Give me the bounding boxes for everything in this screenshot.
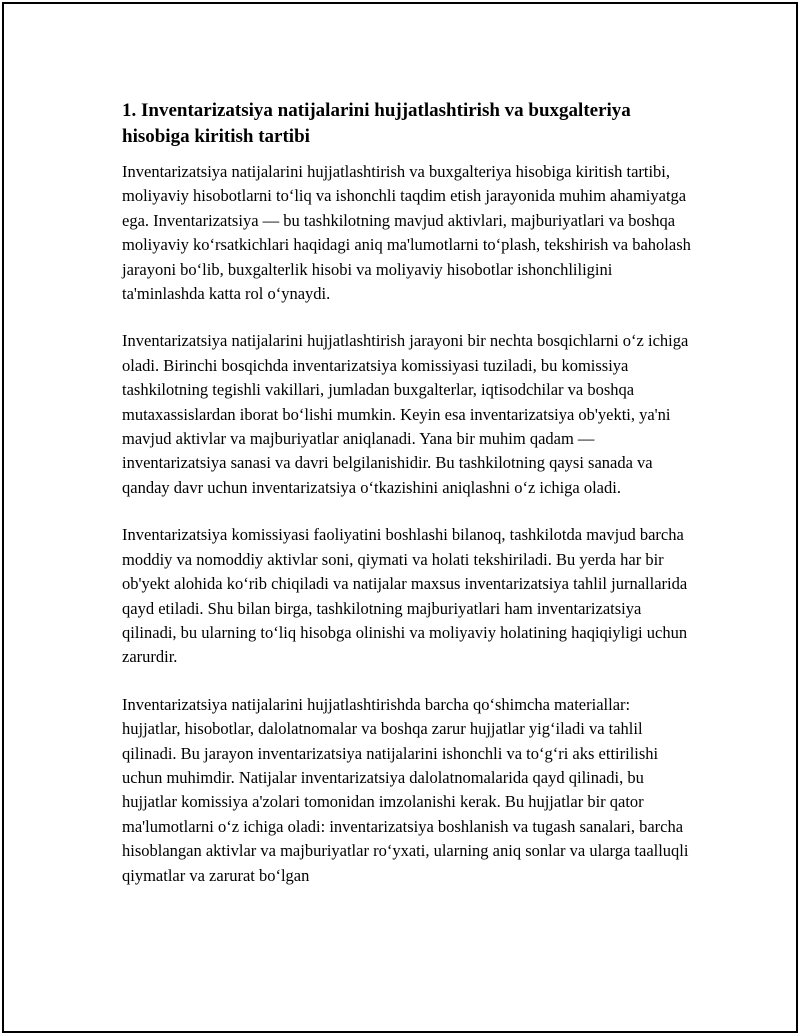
paragraph-3: Inventarizatsiya komissiyasi faoliyatini boshlashi bilanoq, tashkilotda mavjud barcha moddiy va nomoddiy aktivlar soni, qiymati va holati tekshiriladi. Bu yerda har bir ob'yekt alohida ko‘rib chiqiladi va natijalar maxsus inventarizatsiya tahlil jurnallarida qayd etiladi. Shu bilan birga, tashkilotning majburiyatlari ham inventarizatsiya qilinadi, bu ularning to‘liq hisobga olinishi va moliyaviy holatining haqiqiyligi uchun zarurdir. <box>122 525 688 667</box>
document-body <box>122 98 692 911</box>
page-frame <box>2 2 798 1033</box>
paragraph-1: Inventarizatsiya natijalarini hujjatlashtirish va buxgalteriya hisobiga kiritish tartibi, moliyaviy hisobotlarni to‘liq va ishonchli taqdim etish jarayonida muhim ahamiyatga ega. Inventarizatsiya — bu tashkilotning mavjud aktivlari, majburiyatlari va boshqa moliyaviy ko‘rsatkichlari haqidagi aniq ma'lumotlarni to‘plash, tekshirish va baholash jarayoni bo‘lib, buxgalterlik hisobi va moliyaviy hisobotlar ishonchliligini ta'minlashda katta rol o‘ynaydi. <box>122 162 691 304</box>
paragraph-2: Inventarizatsiya natijalarini hujjatlashtirish jarayoni bir nechta bosqichlarni o‘z ichiga oladi. Birinchi bosqichda inventarizatsiya komissiyasi tuziladi, bu komissiya tashkilotning tegishli vakillari, jumladan buxgalterlar, iqtisodchilar va boshqa mutaxassislardan iborat bo‘lishi mumkin. Keyin esa inventarizatsiya ob'yekti, ya'ni mavjud aktivlar va majburiyatlar aniqlanadi. Yana bir muhim qadam — inventarizatsiya sanasi va davri belgilanishidir. Bu tashkilotning qaysi sanada va qanday davr uchun inventarizatsiya o‘tkazishini aniqlashni o‘z ichiga oladi. <box>122 331 689 497</box>
section-heading: 1. Inventarizatsiya natijalarini hujjatlashtirish va buxgalteriya hisobiga kiritish tartibi <box>122 100 631 147</box>
paragraph-4: Inventarizatsiya natijalarini hujjatlashtirishda barcha qo‘shimcha materiallar: hujjatlar, hisobotlar, dalolatnomalar va boshqa zarur hujjatlar yig‘iladi va tahlil qilinadi. Bu jarayon inventarizatsiya natijalarini ishonchli va to‘g‘ri aks ettirilishi uchun muhimdir. Natijalar inventarizatsiya dalolatnomalarida qayd qilinadi, bu hujjatlar komissiya a'zolari tomonidan imzolanishi kerak. Bu hujjatlar bir qator ma'lumotlarni o‘z ichiga oladi: inventarizatsiya boshlanish va tugash sanalari, barcha hisoblangan aktivlar va majburiyatlar ro‘yxati, ularning aniq sonlar va ularga taalluqli qiymatlar va zarurat bo‘lgan <box>122 694 689 885</box>
